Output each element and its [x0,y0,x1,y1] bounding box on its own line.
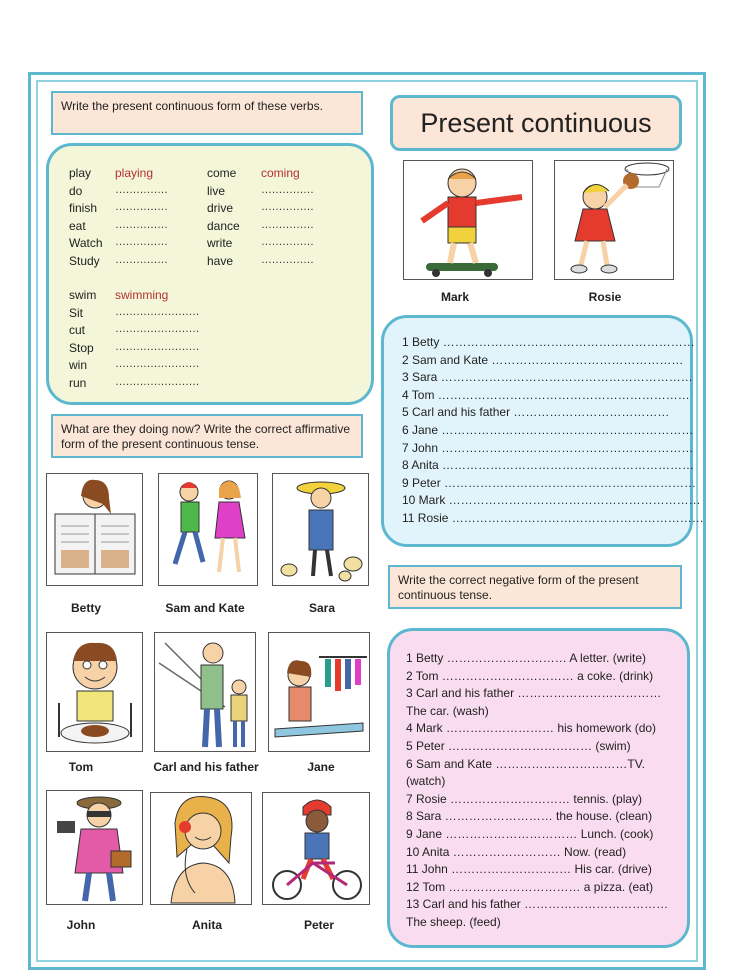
exercise-line[interactable]: 6 Sam and Kate ……………………………TV. [406,756,645,771]
verb-word: dance [207,218,240,233]
caption-jane: Jane [307,760,335,774]
title-box [390,95,682,151]
exercise-line[interactable]: 9 Peter ……………………………………………………… [402,475,697,490]
verb-word: Stop [69,340,94,355]
verb-answer-blank[interactable]: …………… [261,254,314,266]
verb-answer-blank[interactable]: …………………… [115,376,199,388]
caption-tom: Tom [68,760,94,774]
exercise-line[interactable]: 13 Carl and his father ……………………………… [406,897,669,912]
exercise-line[interactable]: 3 Carl and his father ……………………………… [406,686,662,701]
instruction-negative [388,565,682,609]
exercise-line[interactable]: The sheep. (feed) [406,915,501,929]
tom-picture [46,632,143,752]
exercise-line[interactable]: 1 Betty ………………………… A letter. (write) [406,651,647,665]
negative-list-box [387,628,690,948]
exercise-line[interactable]: 10 Anita ……………………… Now. (read) [406,844,627,859]
exercise-line[interactable]: 2 Sam and Kate ………………………………………… [402,352,684,367]
rosie-picture [554,160,674,280]
exercise-line[interactable]: 4 Tom ……………………………………………………… [402,387,690,402]
affirmative-list-box [381,315,704,547]
verb-example-answer: coming [261,166,300,180]
john-picture [46,790,143,905]
verb-word: drive [207,201,234,216]
verb-word: come [207,166,237,180]
verb-word: play [69,166,92,180]
verb-word: do [69,183,83,198]
exercise-line[interactable]: The car. (wash) [406,703,489,718]
verb-example-answer: swimming [115,288,169,302]
sara-picture [272,473,369,586]
caption-mark: Mark [440,290,469,304]
verb-word: win [69,358,88,373]
peter-picture [262,792,370,905]
page-title: Present continuous [420,107,652,138]
caption-carl-and-his-father: Carl and his father [153,760,259,774]
instruction-affirmative [51,414,363,458]
verb-answer-blank[interactable]: …………… [261,236,314,249]
betty-picture [46,473,143,586]
verb-answer-blank[interactable]: …………………… [115,340,199,353]
exercise-line[interactable]: 1 Betty ……………………………………………………… [402,335,695,349]
verb-word: Sit [69,305,84,320]
exercise-line[interactable]: 11 John ………………………… His car. (drive) [406,862,652,877]
sam-and-kate-picture [158,473,258,586]
verb-word: live [207,183,226,198]
carl-and-his-father-picture [154,632,256,752]
caption-anita: Anita [192,918,222,932]
verb-answer-blank[interactable]: …………… [261,218,314,231]
verb-word: eat [69,218,86,233]
exercise-line[interactable]: 7 Rosie ………………………… tennis. (play) [406,791,643,806]
caption-betty: Betty [70,601,101,615]
exercise-line[interactable]: 12 Tom …………………………… a pizza. (eat) [406,879,654,894]
verb-answer-blank[interactable]: …………………… [115,358,199,371]
verb-word: Watch [69,236,103,251]
exercise-line[interactable]: 3 Sara ……………………………………………………… [402,370,693,385]
verb-answer-blank[interactable]: …………………… [115,323,199,336]
exercise-line[interactable]: (watch) [406,774,446,789]
anita-picture [150,792,252,905]
instruction-affirmative-text: What are they doing now? Write the correct affirmative form of the present continuous tense. [61,422,351,451]
exercise-line[interactable]: 5 Carl and his father ………………………………… [402,405,670,420]
instruction-verbs-text: Write the present continuous form of these verbs. [61,99,323,113]
verb-answer-blank[interactable]: …………… [115,236,168,249]
verb-example-answer: playing [115,166,154,180]
verb-box [46,143,374,405]
exercise-line[interactable]: 4 Mark ……………………… his homework (do) [406,721,657,736]
exercise-line[interactable]: 5 Peter ……………………………… (swim) [406,739,631,753]
instruction-negative-text: Write the correct negative form of the present continuous tense. [398,573,639,602]
verb-word: run [69,376,87,390]
exercise-line[interactable]: 7 John ……………………………………………………… [402,440,694,455]
jane-picture [268,632,370,752]
caption-sara: Sara [308,601,336,615]
verb-answer-blank[interactable]: …………… [115,183,168,196]
exercise-line[interactable]: 8 Anita ……………………………………………………… [402,458,695,473]
caption-sam-and-kate: Sam and Kate [165,601,245,615]
verb-answer-blank[interactable]: …………… [115,201,168,214]
exercise-line[interactable]: 9 Jane …………………………… Lunch. (cook) [406,827,654,841]
instruction-verbs [51,91,363,135]
verb-word: finish [69,201,98,216]
verb-answer-blank[interactable]: …………… [115,254,168,266]
verb-word: Study [69,254,100,268]
verb-word: swim [69,288,97,302]
verb-answer-blank[interactable]: …………… [261,183,314,196]
exercise-line[interactable]: 11 Rosie ……………………………………………………… [402,511,704,525]
exercise-line[interactable]: 8 Sara ……………………… the house. (clean) [406,809,653,824]
verb-answer-blank[interactable]: …………… [115,218,168,231]
exercise-line[interactable]: 10 Mark ……………………………………………………… [402,493,701,508]
caption-rosie: Rosie [588,290,622,304]
verb-word: write [207,236,233,251]
mark-picture [403,160,533,280]
caption-john: John [66,918,96,932]
exercise-line[interactable]: 2 Tom …………………………… a coke. (drink) [406,668,654,683]
verb-word: have [207,254,234,268]
caption-peter: Peter [303,918,335,932]
verb-answer-blank[interactable]: …………………… [115,305,199,318]
exercise-line[interactable]: 6 Jane ……………………………………………………… [402,423,694,437]
verb-word: cut [69,323,86,338]
verb-answer-blank[interactable]: …………… [261,201,314,214]
